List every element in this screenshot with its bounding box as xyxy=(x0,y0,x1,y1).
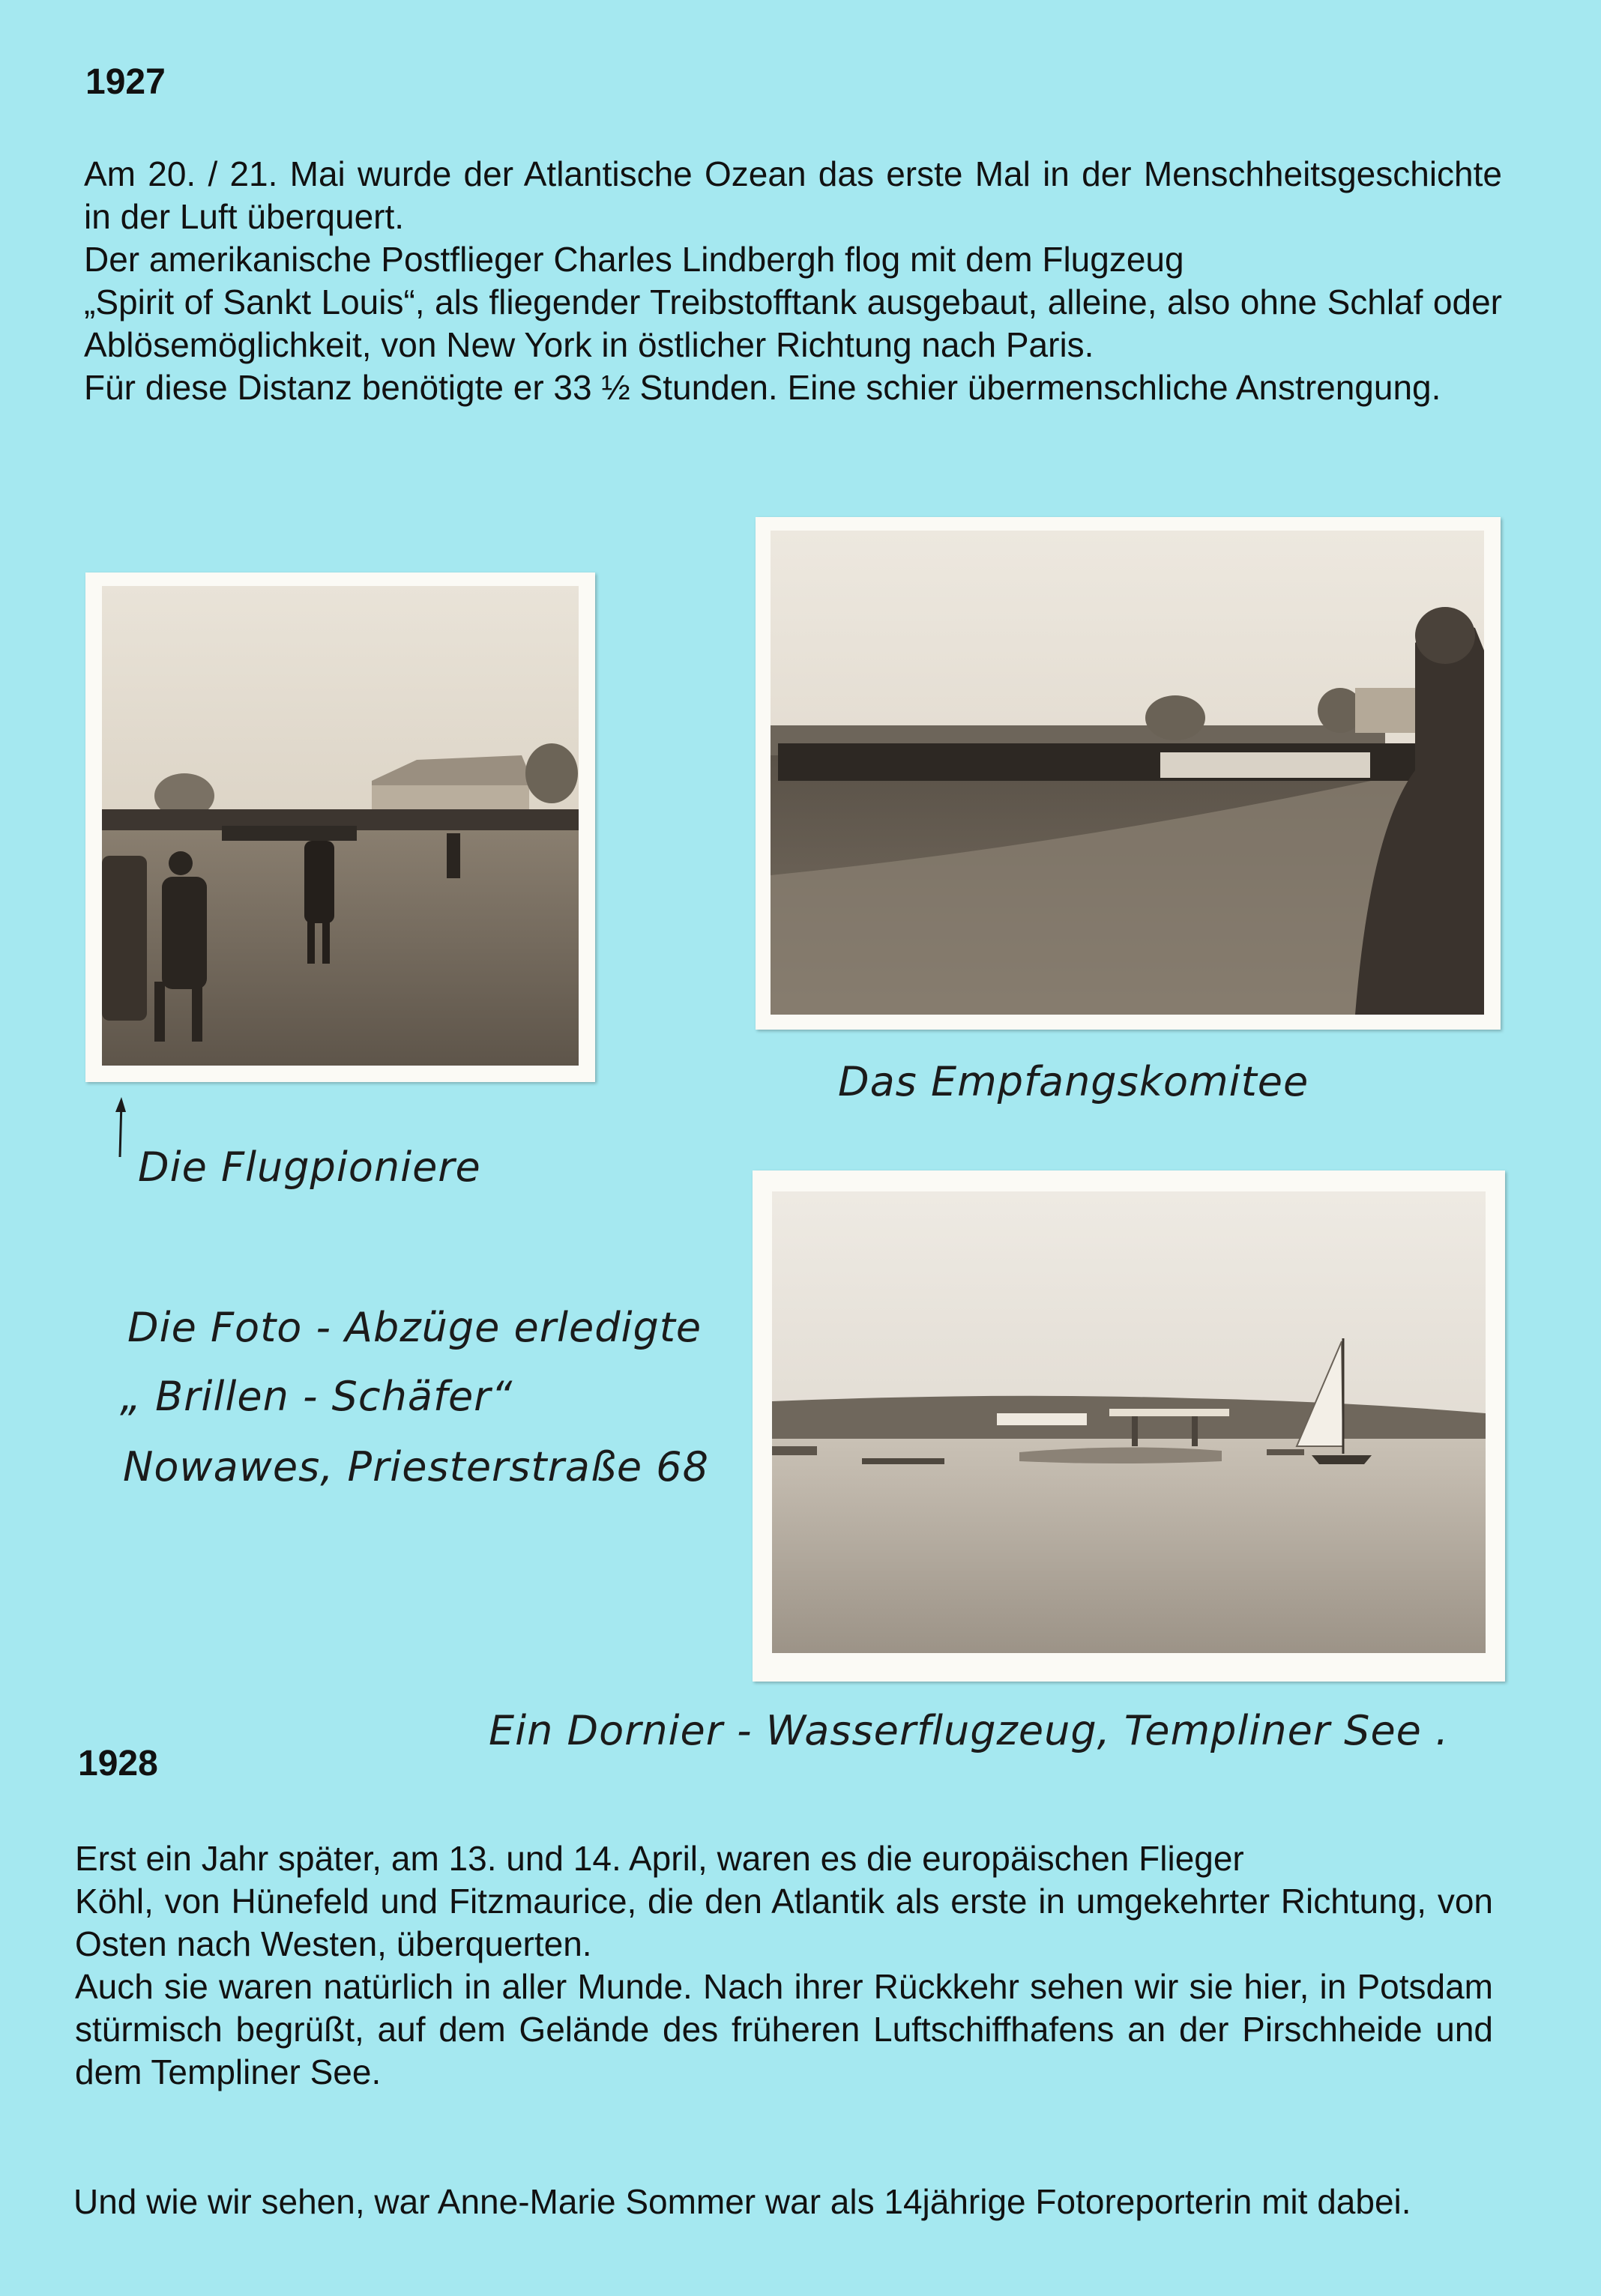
caption-empfangskomitee: Das Empfangskomitee xyxy=(838,1058,1309,1105)
photo-dornier xyxy=(753,1170,1505,1682)
photo-empfangskomitee xyxy=(756,517,1501,1030)
arrow-up-icon xyxy=(109,1093,132,1160)
paragraph-line: Am 20. / 21. Mai wurde der Atlantische Ozean das erste Mal in der Menschheitsgeschichte in der Luft überquert. xyxy=(84,154,1502,236)
paragraph-line: Erst ein Jahr später, am 13. und 14. April, waren es die europäischen Flieger xyxy=(75,1839,1244,1878)
paragraph-line: Köhl, von Hünefeld und Fitzmaurice, die den Atlantik als erste in umgekehrter Richtung, von Osten nach Westen, überquerten. xyxy=(75,1882,1493,1963)
paragraph-line: „Spirit of Sankt Louis“, als fliegender Treibstofftank ausgebaut, alleine, also ohne Schlaf oder Ablösemöglichkeit, von New York in östlicher Richtung nach Paris. xyxy=(84,283,1502,364)
caption-foto-credit-line-1: Die Foto - Abzüge erledigte xyxy=(127,1304,702,1351)
caption-dornier: Ein Dornier - Wasserflugzeug, Templiner See . xyxy=(489,1707,1450,1754)
paragraph-1928 xyxy=(75,1837,1493,2094)
paragraph-1927 xyxy=(84,153,1502,409)
year-heading-1928: 1928 xyxy=(78,1744,158,1783)
photo-flugpioniere xyxy=(85,573,595,1082)
caption-flugpioniere: Die Flugpioniere xyxy=(138,1144,481,1191)
paragraph-line: Auch sie waren natürlich in aller Munde. Nach ihrer Rückkehr sehen wir sie hier, in Potsdam stürmisch begrüßt, auf dem Gelände des früheren Luftschiffhafens an der Pirschheide und dem Templiner See. xyxy=(75,1967,1493,2091)
photo-dornier-image xyxy=(772,1191,1486,1653)
caption-foto-credit-line-2: „ Brillen - Schäfer“ xyxy=(120,1373,513,1420)
photo-empfangskomitee-image xyxy=(771,531,1484,1015)
photo-flugpioniere-image xyxy=(102,586,579,1066)
paragraph-line: Für diese Distanz benötigte er 33 ½ Stunden. Eine schier übermenschliche Anstrengung. xyxy=(84,368,1441,407)
paragraph-line: Der amerikanische Postflieger Charles Lindbergh flog mit dem Flugzeug xyxy=(84,240,1184,279)
year-heading-1927: 1927 xyxy=(85,62,166,102)
caption-foto-credit-line-3: Nowawes, Priesterstraße 68 xyxy=(123,1443,709,1490)
paragraph-closing: Und wie wir sehen, war Anne-Marie Sommer war als 14jährige Fotoreporterin mit dabei. xyxy=(73,2182,1411,2221)
